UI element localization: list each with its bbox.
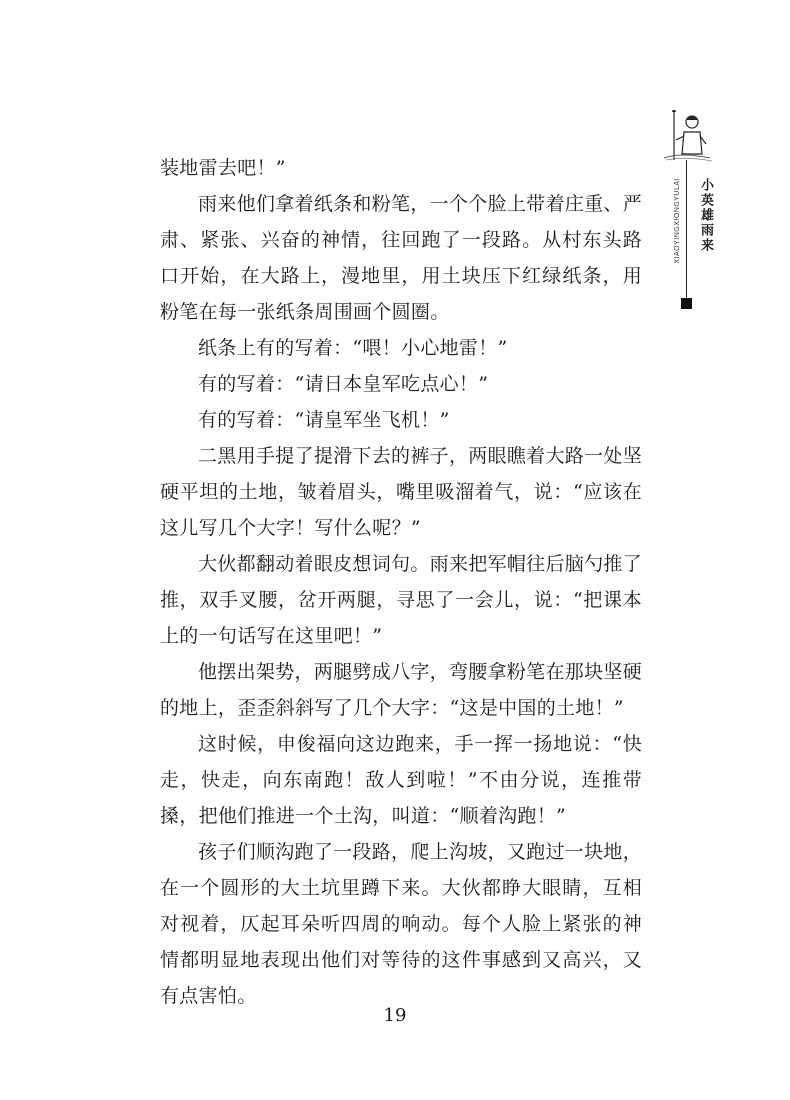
paragraph: 纸条上有的写着：“喂！小心地雷！” [198,337,508,359]
paragraph: 孩子们顺沟跑了一段路，爬上沟坡，又跑过一块地，在一个圆形的大土坑里蹲下来。大伙都睁大眼睛，互相对视着，仄起耳朵听四周的响动。每个人脸上紧张的神情都明显地表现出他们对等待的这件事感到又高兴，又有点害怕。 [160,841,642,1007]
paragraph: 这时候，申俊福向这边跑来，手一挥一扬地说：“快走，快走，向东南跑！敌人到啦！”不由分说，连推带搡，把他们推进一个土沟，叫道：“顺着沟跑！” [160,733,642,827]
running-header-pinyin: XIAOYINGXIONGYULAI [674,178,681,264]
paragraph: 有的写着：“请日本皇军吃点心！” [198,373,489,395]
body-text [160,150,642,1014]
running-header-title: 小英雄雨来 [698,178,713,253]
paragraph: 大伙都翻动着眼皮想词句。雨来把军帽往后脑勺推了推，双手叉腰，岔开两腿，寻思了一会儿，说：“把课本上的一句话写在这里吧！” [160,553,642,647]
paragraph: 装地雷去吧！” [160,157,286,179]
paragraph: 有的写着：“请皇军坐飞机！” [198,409,450,431]
page-number: 19 [383,1005,407,1026]
header-square-marker [681,298,692,309]
header-vertical-rule [686,160,687,300]
paragraph: 他摆出架势，两腿劈成八字，弯腰拿粉笔在那块坚硬的地上，歪歪斜斜写了几个大字：“这是中国的土地！” [160,661,642,719]
header-figure-illustration [660,110,714,162]
paragraph: 雨来他们拿着纸条和粉笔，一个个脸上带着庄重、严肃、紧张、兴奋的神情，往回跑了一段路。从村东头路口开始，在大路上，漫地里，用土块压下红绿纸条，用粉笔在每一张纸条周围画个圆圈。 [160,193,642,323]
paragraph: 二黑用手提了提滑下去的裤子，两眼瞧着大路一处坚硬平坦的土地，皱着眉头，嘴里吸溜着气，说：“应该在这儿写几个大字！写什么呢？” [160,445,642,539]
